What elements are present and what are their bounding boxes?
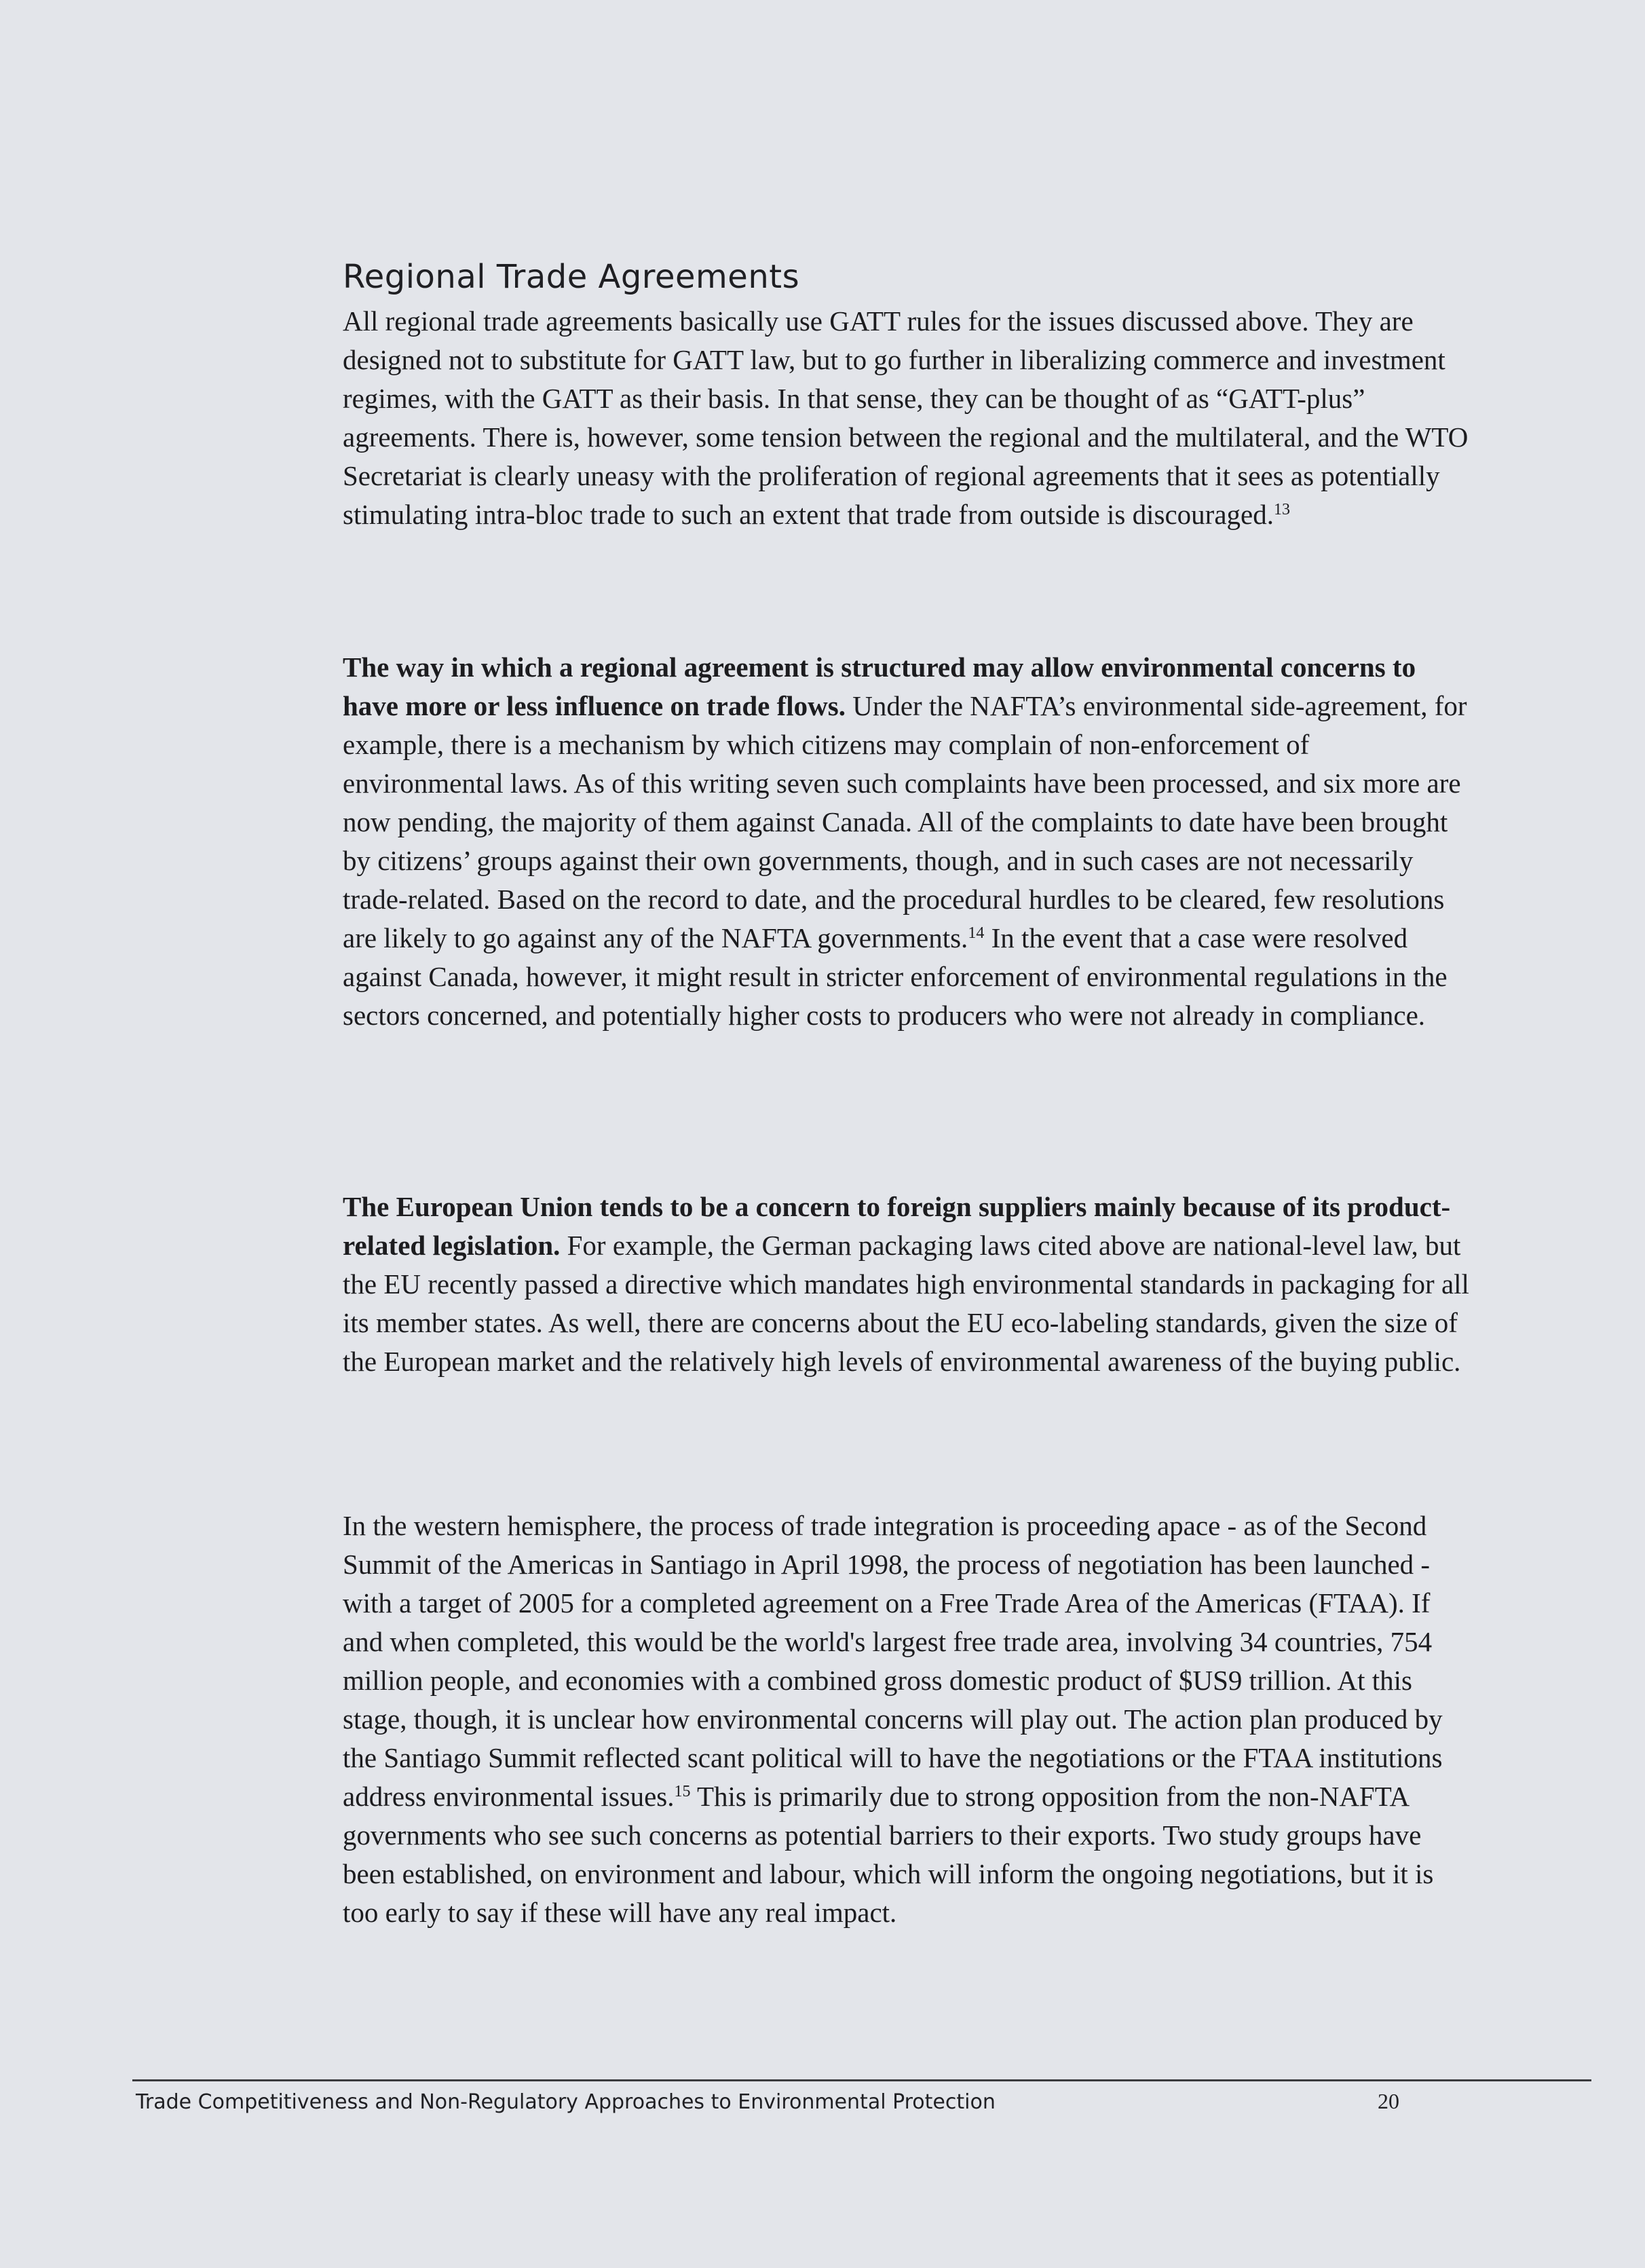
- footnote-ref: 13: [1273, 501, 1290, 518]
- paragraph-text: In the western hemisphere, the process of trade integration is proceeding apace - as of the Second Summit of the Americas in Santiago in April 1998, the process of negotiation has been launched - with a target of 2005 for a completed agreement on a Free Trade Area of the Americas (FTAA). If and when completed, this would be the world's largest free trade area, involving 34 countries, 754 million people, and economies with a combined gross domestic product of $US9 trillion. At this stage, though, it is unclear how environmental concerns will play out. The action plan produced by the Santiago Summit reflected scant political will to have the negotiations or the FTAA institutions address environmental issues.: [343, 1510, 1443, 1812]
- paragraph-european-union: [343, 1188, 1469, 1381]
- footnote-ref: 14: [968, 924, 985, 942]
- footnote-ref: 15: [674, 1783, 691, 1800]
- paragraph-text: All regional trade agreements basically use GATT rules for the issues discussed above. They are designed not to substitute for GATT law, but to go further in liberalizing commerce and investment regimes, with the GATT as their basis. In that sense, they can be thought of as “GATT-plus” agreements. There is, however, some tension between the regional and the multilateral, and the WTO Secretariat is clearly uneasy with the proliferation of regional agreements that it sees as potentially stimulating intra-bloc trade to such an extent that trade from outside is discouraged.: [343, 305, 1469, 530]
- paragraph-nafta: [343, 648, 1469, 1035]
- section-heading: Regional Trade Agreements: [343, 258, 800, 296]
- paragraph-lead: The way in which a regional agreement is structured may allow environmental concerns to have more or less influence on trade flows.: [343, 651, 1416, 721]
- footer-rule: [132, 2079, 1591, 2081]
- paragraph-western-hemisphere: [343, 1507, 1469, 1932]
- paragraph-text: Under the NAFTA’s environmental side-agreement, for example, there is a mechanism by which citizens may complain of non-enforcement of environmental laws. As of this writing seven such complaints have been processed, and six more are now pending, the majority of them against Canada. All of the complaints to date have been brought by citizens’ groups against their own governments, though, and in such cases are not necessarily trade-related. Based on the record to date, and the procedural hurdles to be cleared, few resolutions are likely to go against any of the NAFTA governments.: [343, 690, 1467, 953]
- paragraph-text-continued: This is primarily due to strong opposition from the non-NAFTA governments who see such concerns as potential barriers to their exports. Two study groups have been established, on environment and labour, which will inform the ongoing negotiations, but it is too early to say if these will have any real impact.: [343, 1781, 1434, 1928]
- footer-title: Trade Competitiveness and Non-Regulatory Approaches to Environmental Protection: [136, 2090, 996, 2114]
- page-number: 20: [1378, 2089, 1399, 2113]
- paragraph-text-continued: In the event that a case were resolved against Canada, however, it might result in stricter enforcement of environmental regulations in the sectors concerned, and potentially higher costs to producers who were not already in compliance.: [343, 922, 1448, 1031]
- paragraph-lead: The European Union tends to be a concern to foreign suppliers mainly because of its product-related legislation.: [343, 1191, 1451, 1261]
- paragraph-regional-overview: [343, 302, 1469, 534]
- paragraph-text: For example, the German packaging laws cited above are national-level law, but the EU recently passed a directive which mandates high environmental standards in packaging for all its member states. As well, there are concerns about the EU eco-labeling standards, given the size of the European market and the relatively high levels of environmental awareness of the buying public.: [343, 1230, 1469, 1377]
